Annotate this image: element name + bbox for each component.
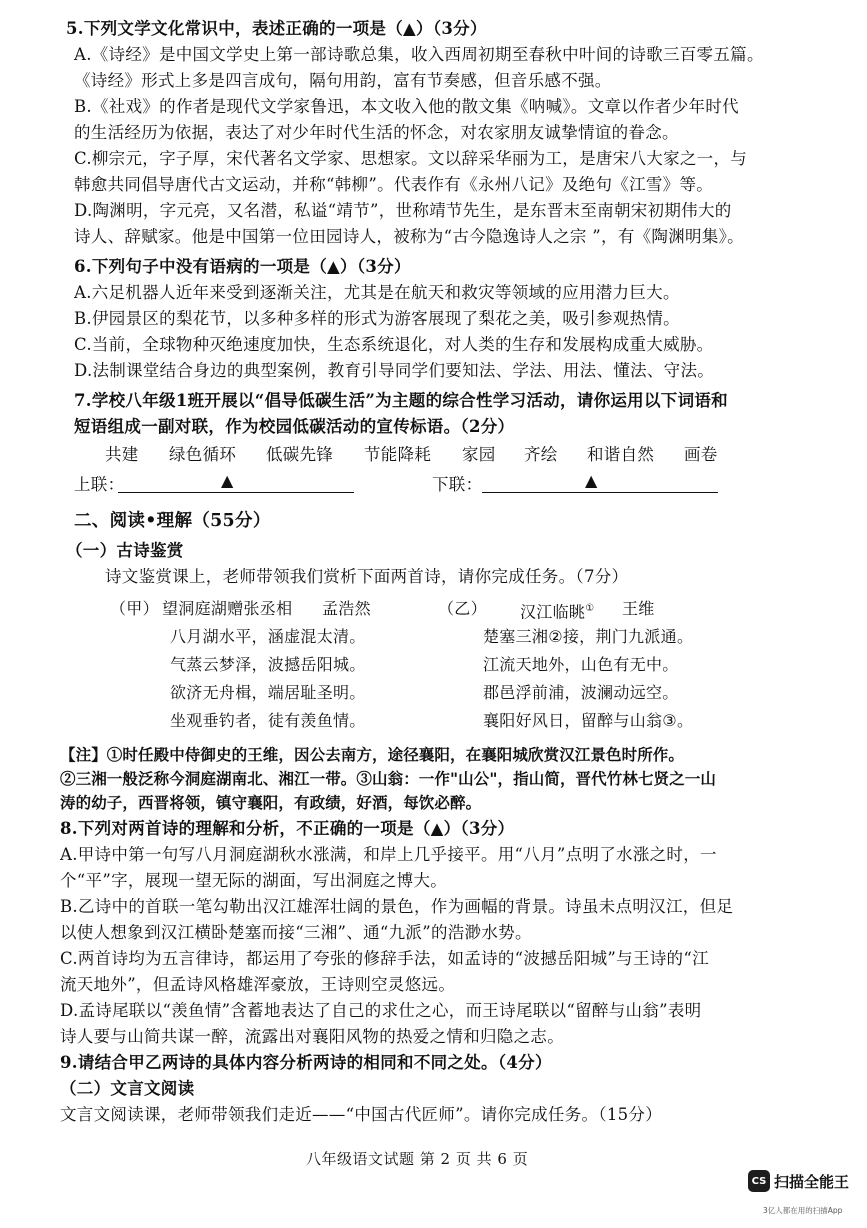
q5-option-a-line2: 《诗经》形式上多是四言成句，隔句用韵，富有节奏感，但音乐感不强。 [74, 71, 612, 90]
q8-option-d-line1: D.孟诗尾联以“羡鱼情”含蓄地表达了自己的求仕之心，而王诗尾联以“留醉与山翁”表明 [60, 1001, 702, 1020]
q5-stem: 5.下列文学文化常识中，表述正确的一项是（▲）（3分） [66, 19, 487, 38]
q7-word-7: 和谐自然 [587, 445, 655, 464]
notes-line-1: 【注】①时任殿中侍御史的王维，因公去南方，途径襄阳，在襄阳城欣赏汉江景色时所作。 [60, 745, 685, 764]
q5-option-c-line2: 韩愈共同倡导唐代古文运动，并称“韩柳”。代表作有《永州八记》及绝句《江雪》等。 [74, 175, 714, 194]
q5-option-c-line1: C.柳宗元，字子厚，宋代著名文学家、思想家。文以辞采华丽为工，是唐宋八大家之一，与 [74, 149, 748, 168]
page-footer: 八年级语文试题 第 2 页 共 6 页 [306, 1150, 529, 1168]
q6-option-d: D.法制课堂结合身边的典型案例，教育引导同学们要知法、学法、用法、懂法、守法。 [74, 361, 715, 380]
q7-word-8: 画卷 [684, 445, 718, 464]
poem-b-label: （乙） [438, 599, 487, 618]
poem-a-title: 望洞庭湖赠张丞相 [162, 599, 293, 618]
q7-lower-answer-line[interactable] [482, 492, 718, 493]
poem-b-line-3: 郡邑浮前浦，波澜动远空。 [483, 683, 679, 702]
section-2b-intro: 文言文阅读课，老师带领我们走近——“中国古代匠师”。请你完成任务。（15分） [60, 1105, 663, 1124]
q7-upper-label: 上联： [74, 475, 125, 494]
poem-a-line-4: 坐观垂钓者，徒有羡鱼情。 [170, 711, 366, 730]
poem-b-line-2: 江流天地外，山色有无中。 [483, 655, 679, 674]
poem-b-title [520, 598, 594, 623]
poem-a-label: （甲） [110, 599, 159, 618]
q8-option-d-line2: 诗人要与山简共谋一醉，流露出对襄阳风物的热爱之情和归隐之志。 [60, 1027, 564, 1046]
q5-option-a-line1: A.《诗经》是中国文学史上第一部诗歌总集，收入西周初期至春秋中叶间的诗歌三百零五篇。 [74, 45, 764, 64]
q8-option-b-line2: 以使人想象到汉江横卧楚塞而接“三湘”、通“九派”的浩渺水势。 [60, 923, 532, 942]
scanner-logo-icon: CS [748, 1170, 770, 1192]
q7-word-1: 共建 [105, 445, 139, 464]
poem-b-line-4: 襄阳好风日，留醉与山翁③。 [483, 711, 694, 730]
poem-b-author: 王维 [622, 599, 655, 618]
poem-b-title-text: 汉江临眺 [520, 602, 586, 622]
q5-option-d-line2: 诗人、辞赋家。他是中国第一位田园诗人，被称为“古今隐逸诗人之宗 ”，有《陶渊明集》。 [74, 227, 744, 246]
notes-line-3: 涛的幼子，西晋将领，镇守襄阳，有政绩，好酒，每饮必醉。 [60, 793, 482, 812]
section-2-sub1: （一）古诗鉴赏 [66, 541, 184, 560]
q8-option-c-line1: C.两首诗均为五言律诗，都运用了夸张的修辞手法，如孟诗的“波撼岳阳城”与王诗的“江 [60, 949, 709, 968]
poem-a-line-2: 气蒸云梦泽，波撼岳阳城。 [170, 655, 366, 674]
scanner-tagline: 3亿人都在用的扫描App [763, 1206, 843, 1215]
q7-word-5: 家园 [462, 445, 496, 464]
q8-stem: 8.下列对两首诗的理解和分析，不正确的一项是（▲）（3分） [60, 819, 515, 838]
notes-line-2: ②三湘一般泛称今洞庭湖南北、湘江一带。③山翁：一作"山公"，指山简，晋代竹林七贤之一山 [60, 769, 716, 788]
poem-b-title-note-mark: ① [585, 603, 595, 614]
poem-a-line-1: 八月湖水平，涵虚混太清。 [170, 627, 366, 646]
scanner-brand-name: 扫描全能王 [774, 1172, 850, 1191]
q7-word-4: 节能降耗 [364, 445, 432, 464]
scanner-watermark [748, 1170, 849, 1192]
section-2-title: 二、阅读•理解（55分） [74, 511, 271, 531]
q7-stem-line2: 短语组成一副对联，作为校园低碳活动的宣传标语。（2分） [74, 417, 515, 436]
poem-a-author: 孟浩然 [322, 599, 371, 618]
q8-option-b-line1: B.乙诗中的首联一笔勾勒出汉江雄浑壮阔的景色，作为画幅的背景。诗虽未点明汉江，但足 [60, 897, 734, 916]
q7-word-3: 低碳先锋 [266, 445, 334, 464]
poem-b-line-1: 楚塞三湘②接，荆门九派通。 [483, 627, 694, 646]
q6-option-c: C.当前，全球物种灭绝速度加快，生态系统退化，对人类的生存和发展构成重大威胁。 [74, 335, 714, 354]
q6-option-a: A.六足机器人近年来受到逐渐关注，尤其是在航天和救灾等领域的应用潜力巨大。 [74, 283, 680, 302]
q7-word-2: 绿色循环 [169, 445, 237, 464]
q7-upper-blank-mark: ▲ [221, 471, 234, 490]
q5-option-d-line1: D.陶渊明，字元亮，又名潜，私谥“靖节”，世称靖节先生，是东晋末至南朝宋初期伟大的 [74, 201, 732, 220]
q6-stem: 6.下列句子中没有语病的一项是（▲）（3分） [74, 257, 411, 276]
q8-option-c-line2: 流天地外”，但孟诗风格雄浑豪放，王诗则空灵悠远。 [60, 975, 456, 994]
q6-option-b: B.伊园景区的梨花节，以多种多样的形式为游客展现了梨花之美，吸引参观热情。 [74, 309, 680, 328]
q9-stem: 9.请结合甲乙两诗的具体内容分析两诗的相同和不同之处。（4分） [60, 1053, 552, 1072]
q8-option-a-line2: 个“平”字，展现一望无际的湖面，写出洞庭之博大。 [60, 871, 448, 890]
q5-option-b-line2: 的生活经历为依据，表达了对少年时代生活的怀念，对农家朋友诚挚情谊的眷念。 [74, 123, 679, 142]
section-2-sub2: （二）文言文阅读 [60, 1079, 195, 1098]
q7-lower-label: 下联： [432, 475, 483, 494]
q7-word-6: 齐绘 [524, 445, 558, 464]
q7-stem-line1: 7.学校八年级1班开展以“倡导低碳生活”为主题的综合性学习活动，请你运用以下词语和 [74, 391, 728, 410]
section-2-intro: 诗文鉴赏课上，老师带领我们赏析下面两首诗，请你完成任务。（7分） [105, 567, 629, 586]
q8-option-a-line1: A.甲诗中第一句写八月洞庭湖秋水涨满，和岸上几乎接平。用“八月”点明了水涨之时，一 [60, 845, 717, 864]
q5-option-b-line1: B.《社戏》的作者是现代文学家鲁迅，本文收入他的散文集《呐喊》。文章以作者少年时代 [74, 97, 739, 116]
q7-lower-blank-mark: ▲ [585, 471, 598, 490]
q7-upper-answer-line[interactable] [118, 492, 354, 493]
poem-a-line-3: 欲济无舟楫，端居耻圣明。 [170, 683, 366, 702]
